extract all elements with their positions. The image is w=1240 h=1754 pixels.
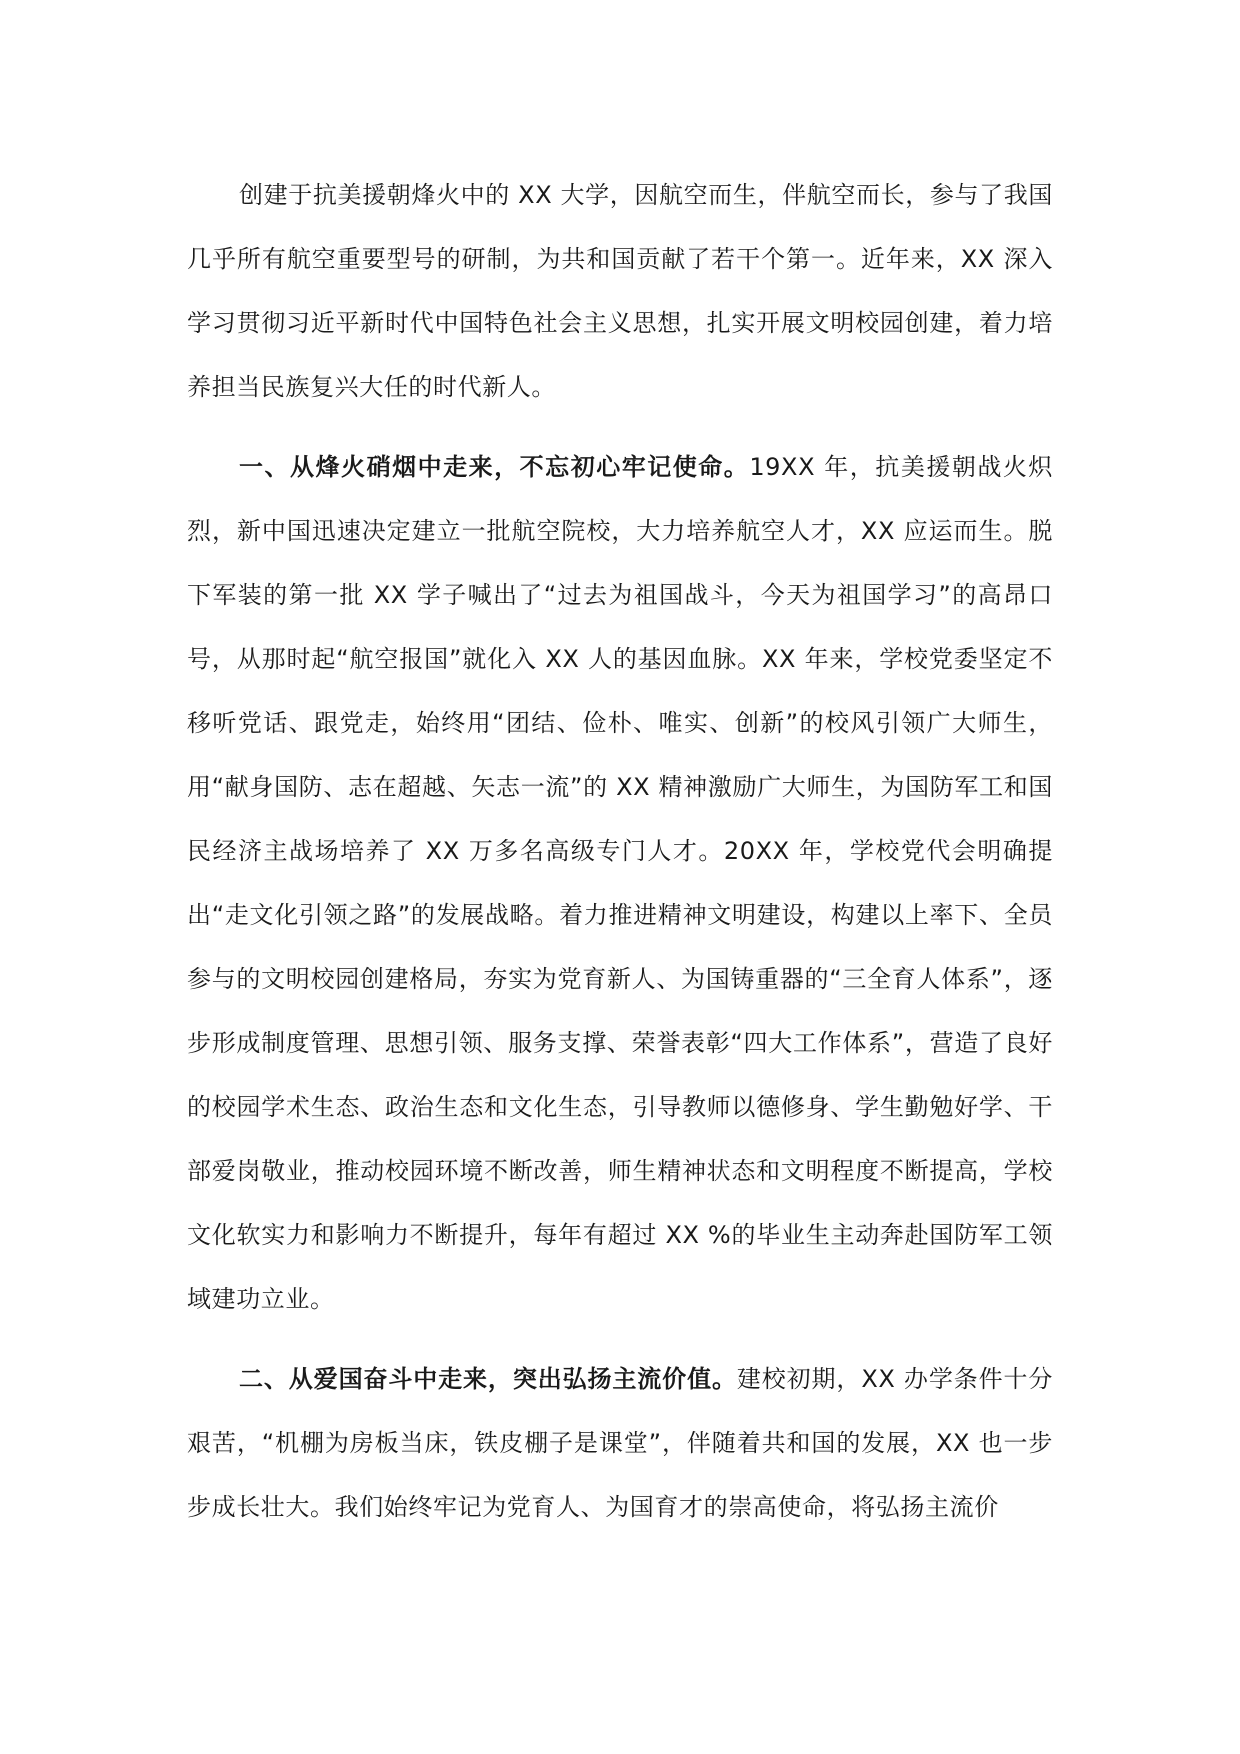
section-two-paragraph bbox=[187, 1347, 1053, 1539]
document-page bbox=[187, 163, 1053, 1539]
section-one-heading: 一、从烽火硝烟中走来，不忘初心牢记使命。 bbox=[239, 453, 750, 481]
section-two-text: 建校初期，XX 办学条件十分艰苦，“机棚为房板当床，铁皮棚子是课堂”，伴随着共和国的发展，XX 也一步步成长壮大。我们始终牢记为党育人、为国育才的崇高使命，将弘扬主流价 bbox=[187, 1365, 1053, 1521]
intro-paragraph bbox=[187, 163, 1053, 419]
section-one-paragraph bbox=[187, 435, 1053, 1331]
section-one-text: 19XX 年，抗美援朝战火炽烈，新中国迅速决定建立一批航空院校，大力培养航空人才，XX 应运而生。脱下军装的第一批 XX 学子喊出了“过去为祖国战斗，今天为祖国学习”的高昂口号，从那时起“航空报国”就化入 XX 人的基因血脉。XX 年来，学校党委坚定不移听党话、跟党走，始终用“团结、俭朴、唯实、创新”的校风引领广大师生，用“献身国防、志在超越、矢志一流”的 XX 精神激励广大师生，为国防军工和国民经济主战场培养了 XX 万多名高级专门人才。20XX 年，学校党代会明确提出“走文化引领之路”的发展战略。着力推进精神文明建设，构建以上率下、全员参与的文明校园创建格局，夯实为党育新人、为国铸重器的“三全育人体系”，逐步形成制度管理、思想引领、服务支撑、荣誉表彰“四大工作体系”，营造了良好的校园学术生态、政治生态和文化生态，引导教师以德修身、学生勤勉好学、干部爱岗敬业，推动校园环境不断改善，师生精神状态和文明程度不断提高，学校文化软实力和影响力不断提升，每年有超过 XX %的毕业生主动奔赴国防军工领域建功立业。 bbox=[187, 453, 1054, 1313]
section-two-heading: 二、从爱国奋斗中走来，突出弘扬主流价值。 bbox=[239, 1365, 737, 1393]
paragraph-text: 创建于抗美援朝烽火中的 XX 大学，因航空而生，伴航空而长，参与了我国几乎所有航空重要型号的研制，为共和国贡献了若干个第一。近年来，XX 深入学习贯彻习近平新时代中国特色社会主义思想，扎实开展文明校园创建，着力培养担当民族复兴大任的时代新人。 bbox=[187, 181, 1053, 401]
